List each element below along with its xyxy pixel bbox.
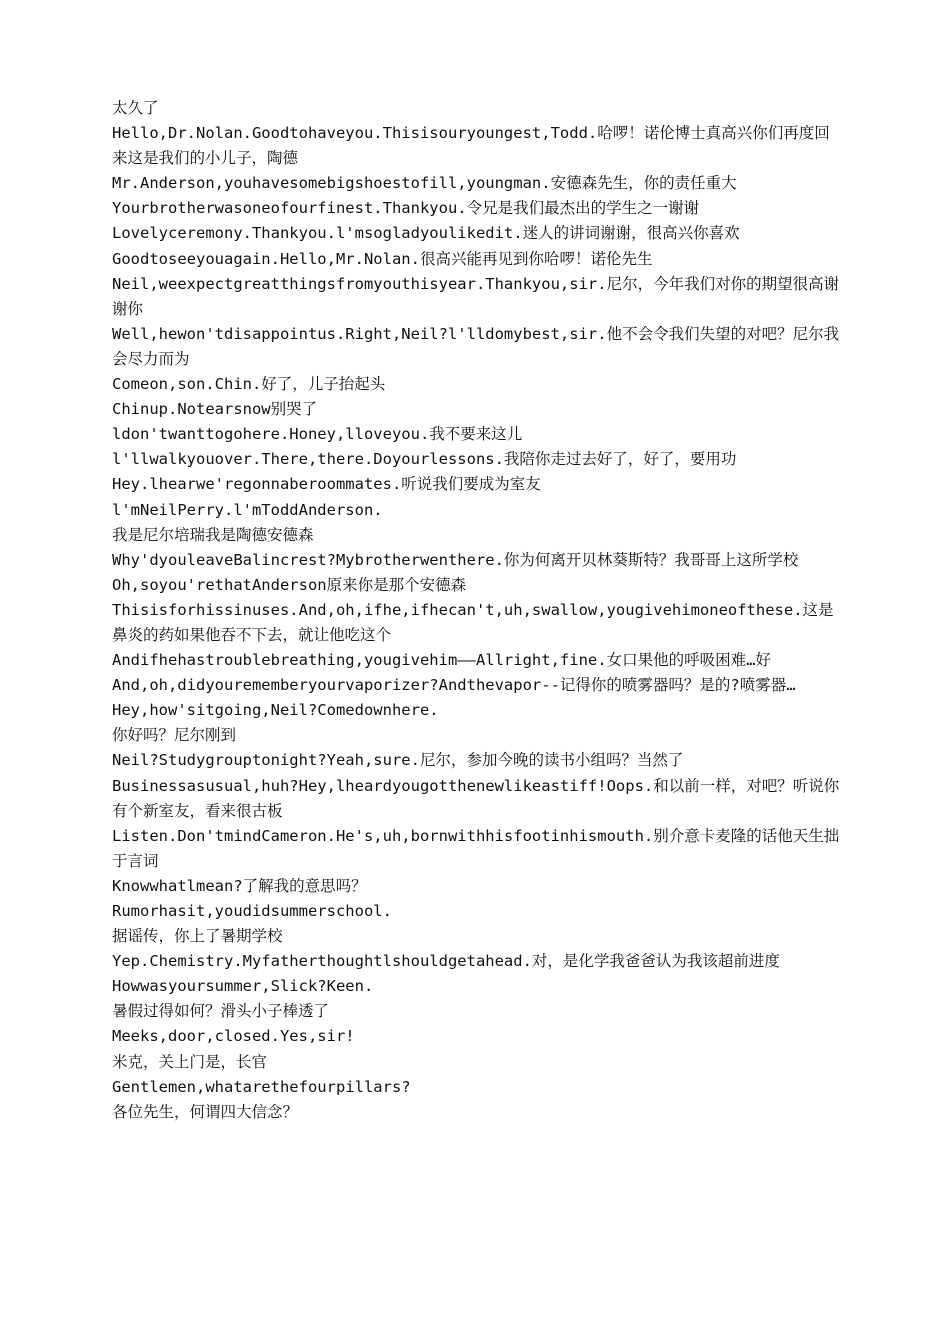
text-line: Mr.Anderson,youhavesomebigshoestofill,youngman.安德森先生，你的责任重大 bbox=[112, 174, 737, 193]
text-line: 暑假过得如何？滑头小子棒透了 bbox=[112, 1002, 330, 1021]
text-line: Businessasusual,huh?Hey,lheardyougotthenewlikeastiff!Oops.和以前一样，对吧？听说你有个新室友，看来很古板 bbox=[112, 776, 840, 820]
text-line: Hey,how'sitgoing,Neil?Comedownhere. bbox=[112, 701, 439, 720]
text-line: 各位先生，何谓四大信念？ bbox=[112, 1102, 299, 1121]
text-line: Rumorhasit,youdidsummerschool. bbox=[112, 902, 392, 920]
text-line: Well,hewon'tdisappointus.Right,Neil?l'lldomybest,sir.他不会令我们失望的对吧？尼尔我会尽力而为 bbox=[112, 324, 840, 368]
text-line: l'mNeilPerry.l'mToddAnderson. bbox=[112, 500, 383, 519]
text-line: Yep.Chemistry.Myfatherthoughtlshouldgetahead.对，是化学我爸爸认为我该超前进度 bbox=[112, 952, 780, 971]
text-line: 我是尼尔培瑞我是陶德安德森 bbox=[112, 525, 314, 544]
text-line: ldon'twanttogohere.Honey,lloveyou.我不要来这儿 bbox=[112, 425, 523, 444]
text-line: Neil,weexpectgreatthingsfromyouthisyear.Thankyou,sir.尼尔，今年我们对你的期望很高谢谢你 bbox=[112, 274, 840, 318]
subtitle-text-block bbox=[112, 96, 840, 1125]
text-line: Goodtoseeyouagain.Hello,Mr.Nolan.很高兴能再见到你哈啰！诺伦先生 bbox=[112, 249, 653, 268]
text-line: 米克，关上门是，长官 bbox=[112, 1052, 268, 1071]
text-line: Hello,Dr.Nolan.Goodtohaveyou.Thisisouryoungest,Todd.哈啰！诺伦博士真高兴你们再度回来这是我们的小儿子，陶德 bbox=[112, 124, 830, 168]
text-line: Meeks,door,closed.Yes,sir! bbox=[112, 1027, 355, 1046]
text-line: Howwasyoursummer,Slick?Keen. bbox=[112, 977, 374, 996]
text-line: Andifhehastroublebreathing,yougivehim——Allright,fine.女口果他的呼吸困难…好 bbox=[112, 651, 771, 670]
text-line: Why'dyouleaveBalincrest?Mybrotherwenthere.你为何离开贝林葵斯特？我哥哥上这所学校 bbox=[112, 550, 799, 569]
text-line: Listen.Don'tmindCameron.He's,uh,bornwithhisfootinhismouth.别介意卡麦隆的话他天生拙于言词 bbox=[112, 826, 840, 870]
text-line: l'llwalkyouover.There,there.Doyourlessons.我陪你走过去好了，好了，要用功 bbox=[112, 450, 737, 469]
text-line: 你好吗？尼尔刚到 bbox=[112, 726, 237, 745]
text-line: 太久了 bbox=[112, 99, 159, 117]
text-line: Lovelyceremony.Thankyou.l'msogladyoulikedit.迷人的讲词谢谢，很高兴你喜欢 bbox=[112, 224, 740, 243]
text-line: 据谣传，你上了暑期学校 bbox=[112, 927, 283, 946]
text-line: Hey.lhearwe'regonnaberoommates.听说我们要成为室友 bbox=[112, 475, 541, 494]
text-line: And,oh,didyourememberyourvaporizer?Andthevapor--记得你的喷雾器吗？是的?喷雾器… bbox=[112, 676, 796, 695]
text-line: Comeon,son.Chin.好了，儿子抬起头 bbox=[112, 375, 386, 394]
text-line: Yourbrotherwasoneofourfinest.Thankyou.令兄是我们最杰出的学生之一谢谢 bbox=[112, 199, 700, 218]
text-line: Chinup.Notearsnow别哭了 bbox=[112, 400, 318, 419]
text-line: Knowwhatlmean?了解我的意思吗？ bbox=[112, 876, 367, 895]
text-line: Gentlemen,whatarethefourpillars? bbox=[112, 1077, 411, 1096]
text-line: Oh,soyou'rethatAnderson原来你是那个安德森 bbox=[112, 575, 467, 594]
text-line: Thisisforhissinuses.And,oh,ifhe,ifhecan't,uh,swallow,yougivehimoneofthese.这是鼻炎的药如果他吞不下去，就让他吃这个 bbox=[112, 600, 834, 644]
text-line: Neil?Studygrouptonight?Yeah,sure.尼尔，参加今晚的读书小组吗？当然了 bbox=[112, 751, 684, 770]
